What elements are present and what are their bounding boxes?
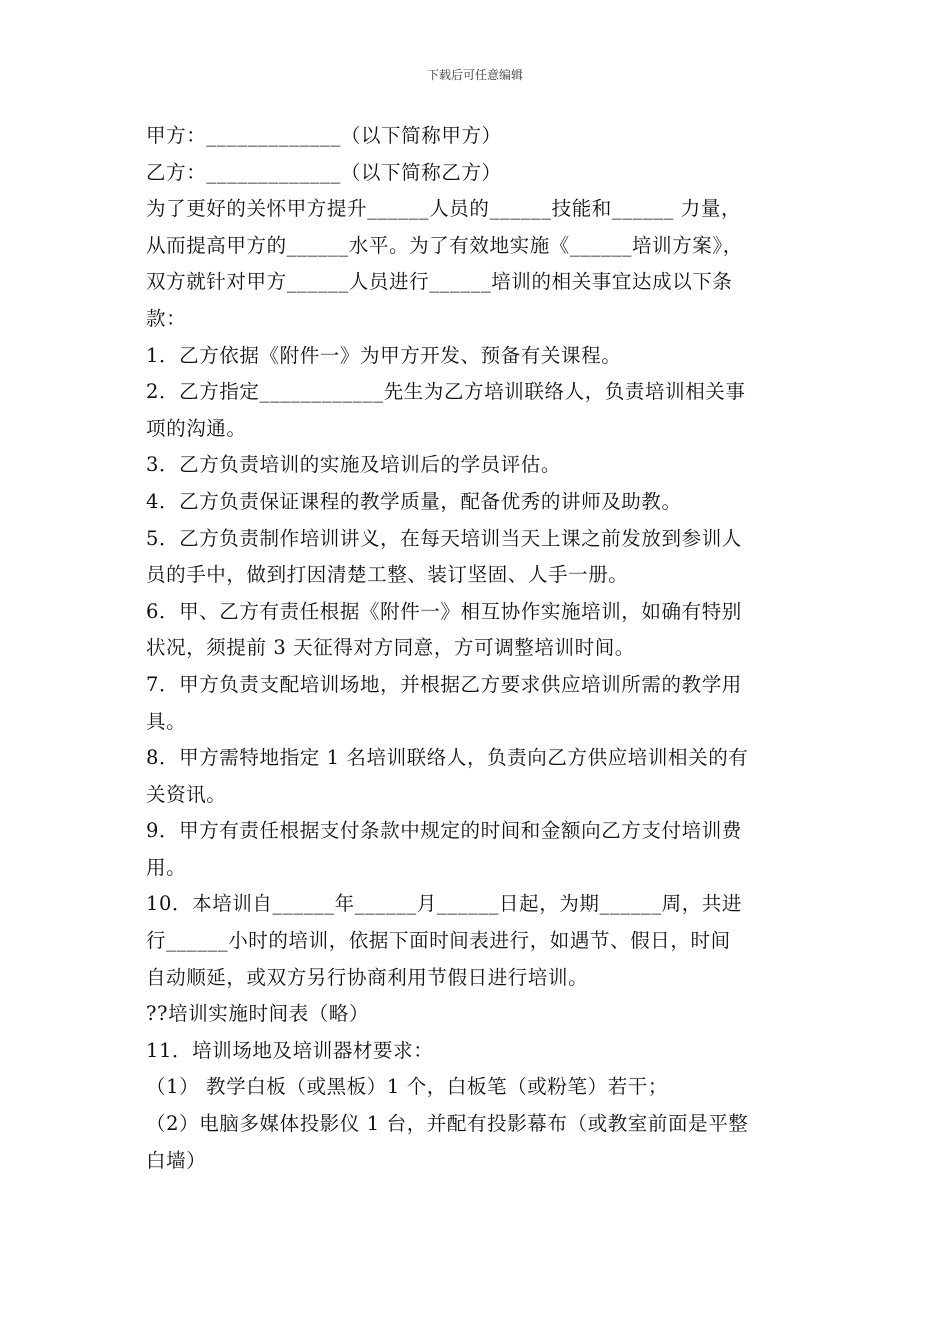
text-line: 9．甲方有责任根据支付条款中规定的时间和金额向乙方支付培训费 (146, 819, 742, 843)
text-line: 11．培训场地及培训器材要求： (146, 1038, 434, 1062)
text-line: 2．乙方指定____________先生为乙方培训联络人，负责培训相关事 (146, 380, 746, 404)
text-line: 关资讯。 (146, 782, 227, 806)
text-line: 为了更好的关怀甲方提升______人员的______技能和______ 力量， (146, 197, 742, 221)
header-note: 下载后可任意编辑 (426, 68, 523, 82)
text-line: ??培训实施时间表（略） (146, 1002, 370, 1026)
text-line: 白墙） (146, 1148, 207, 1172)
text-line: 员的手中，做到打因清楚工整、装订坚固、人手一册。 (146, 563, 629, 587)
text-line: 双方就针对甲方______人员进行______培训的相关事宜达成以下条 (146, 270, 733, 294)
contract-body (146, 118, 826, 1179)
text-line: 甲方：_____________（以下简称甲方） (146, 124, 502, 147)
text-line: 自动顺延，或双方另行协商利用节假日进行培训。 (146, 965, 589, 989)
text-line: 乙方：_____________（以下简称乙方） (146, 160, 502, 184)
text-line: 行______小时的培训，依据下面时间表进行，如遇节、假日，时间 (146, 929, 731, 953)
text-line: 状况，须提前 3 天征得对方同意，方可调整培训时间。 (146, 636, 635, 660)
text-line: 3．乙方负责培训的实施及培训后的学员评估。 (146, 453, 562, 477)
text-line: 8．甲方需特地指定 1 名培训联络人，负责向乙方供应培训相关的有 (146, 746, 749, 770)
text-line: 款： (146, 306, 187, 330)
text-line: 4．乙方负责保证课程的教学质量，配备优秀的讲师及助教。 (146, 489, 682, 513)
text-line: 7．甲方负责支配培训场地，并根据乙方要求供应培训所需的教学用 (146, 672, 742, 696)
text-line: 具。 (146, 709, 187, 733)
text-line: 1．乙方依据《附件一》为甲方开发、预备有关课程。 (146, 343, 622, 367)
text-line: 10．本培训自______年______月______日起，为期______周，共进 (146, 892, 743, 916)
text-line: （2）电脑多媒体投影仪 1 台，并配有投影幕布（或教室前面是平整 (146, 1112, 749, 1136)
text-line: 从而提高甲方的______水平。为了有效地实施《______培训方案》， (146, 233, 743, 257)
text-line: 用。 (146, 855, 187, 879)
text-line: （1） 教学白板（或黑板）1 个，白板笔（或粉笔）若干； (146, 1075, 669, 1099)
text-line: 6．甲、乙方有责任根据《附件一》相互协作实施培训，如确有特别 (146, 599, 742, 623)
text-line: 项的沟通。 (146, 416, 247, 440)
text-line: 5．乙方负责制作培训讲义，在每天培训当天上课之前发放到参训人 (146, 526, 742, 550)
